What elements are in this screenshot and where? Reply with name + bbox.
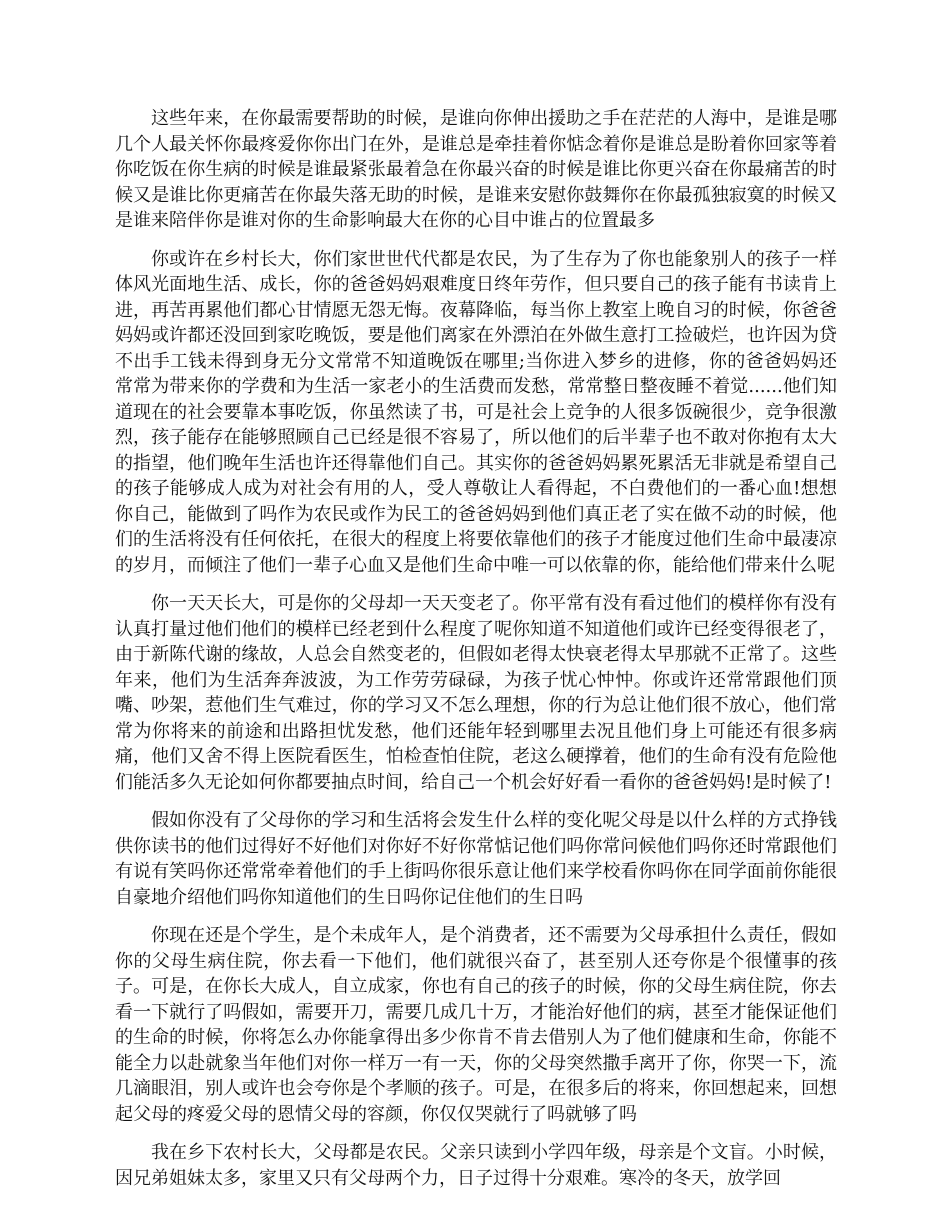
paragraph-1: 这些年来，在你最需要帮助的时候，是谁向你伸出援助之手在茫茫的人海中，是谁是哪几个人最关怀你最疼爱你你出门在外，是谁总是牵挂着你惦念着你是谁总是盼着你回家等着你吃饭在你生病的时候是谁最紧张最着急在你最兴奋的时候是谁比你更兴奋在你最痛苦的时候又是谁比你更痛苦在你最失落无助的时候，是谁来安慰你鼓舞你在你最孤独寂寞的时候又是谁来陪伴你是谁对你的生命影响最大在你的心目中谁占的位置最多 <box>115 108 837 231</box>
paragraph-3: 你一天天长大，可是你的父母却一天天变老了。你平常有没有看过他们的模样你有没有认真打量过他们他们的模样已经老到什么程度了呢你知道不知道他们或许已经变得很老了，由于新陈代谢的缘故，人总会自然变老的，但假如老得太快衰老得太早那就不正常了。这些年来，他们为生活奔奔波波，为工作劳劳碌碌，为孩子忧心忡忡。你或许还常常跟他们顶嘴、吵架，惹他们生气难过，你的学习又不怎么理想，你的行为总让他们很不放心，他们常常为你将来的前途和出路担忧发愁，他们还能年轻到哪里去况且他们身上可能还有很多病痛，他们又舍不得上医院看医生，怕检查怕住院，老这么硬撑着，他们的生命有没有危险他们能活多久无论如何你都要抽点时间，给自己一个机会好好看一看你的爸爸妈妈!是时候了! <box>115 593 837 793</box>
paragraph-6: 我在乡下农村长大，父母都是农民。父亲只读到小学四年级，母亲是个文盲。小时候，因兄弟姐妹太多，家里又只有父母两个力，日子过得十分艰难。寒冷的冬天，放学回 <box>115 1142 837 1189</box>
paragraph-2: 你或许在乡村长大，你们家世世代代都是农民，为了生存为了你也能象别人的孩子一样体风光面地生活、成长，你的爸爸妈妈艰难度日终年劳作，但只要自己的孩子能有书读肯上进，再苦再累他们都心甘情愿无怨无悔。夜幕降临，每当你上教室上晚自习的时候，你爸爸妈妈或许都还没回到家吃晚饭，要是他们离家在外漂泊在外做生意打工捡破烂，也许因为贷不出手工钱未得到身无分文常常不知道晚饭在哪里;当你进入梦乡的进修，你的爸爸妈妈还常常为带来你的学费和为生活一家老小的生活费而发愁，常常整日整夜睡不着觉......他们知道现在的社会要靠本事吃饭，你虽然读了书，可是社会上竞争的人很多饭碗很少，竞争很激烈，孩子能存在能够照顾自己已经是很不容易了，所以他们的后半辈子也不敢对你抱有太大的指望，他们晚年生活也许还得靠他们自己。其实你的爸爸妈妈累死累活无非就是希望自己的孩子能够成人成为对社会有用的人，受人尊敬让人看得起，不白费他们的一番心血!想想你自己，能做到了吗作为农民或作为民工的爸爸妈妈到他们真正老了实在做不动的时候，他们的生活将没有任何依托，在很大的程度上将要依靠他们的孩子才能度过他们生命中最凄凉的岁月，而倾注了他们一辈子心血又是他们生命中唯一可以依靠的你，能给他们带来什么呢 <box>115 248 837 576</box>
document-body <box>115 106 837 1204</box>
paragraph-4: 假如你没有了父母你的学习和生活将会发生什么样的变化呢父母是以什么样的方式挣钱供你读书的他们过得好不好他们对你好不好你常惦记他们吗你常问候他们吗你还时常跟他们有说有笑吗你还常常牵着他们的手上街吗你很乐意让他们来学校看你吗你在同学面前你能很自豪地介绍他们吗你知道他们的生日吗你记住他们的生日吗 <box>115 810 837 908</box>
paragraph-5: 你现在还是个学生，是个未成年人，是个消费者，还不需要为父母承担什么责任，假如你的父母生病住院，你去看一下他们，他们就很兴奋了，甚至别人还夸你是个很懂事的孩子。可是，在你长大成人，自立成家，你也有自己的孩子的时候，你的父母生病住院，你去看一下就行了吗假如，需要开刀，需要几成几十万，才能治好他们的病，甚至才能保证他们的生命的时候，你将怎么办你能拿得出多少你肯不肯去借别人为了他们健康和生命，你能不能全力以赴就象当年他们对你一样万一有一天，你的父母突然撒手离开了你，你哭一下，流几滴眼泪，别人或许也会夸你是个孝顺的孩子。可是，在很多后的将来，你回想起来，回想起父母的疼爱父母的恩情父母的容颜，你仅仅哭就行了吗就够了吗 <box>115 925 837 1125</box>
